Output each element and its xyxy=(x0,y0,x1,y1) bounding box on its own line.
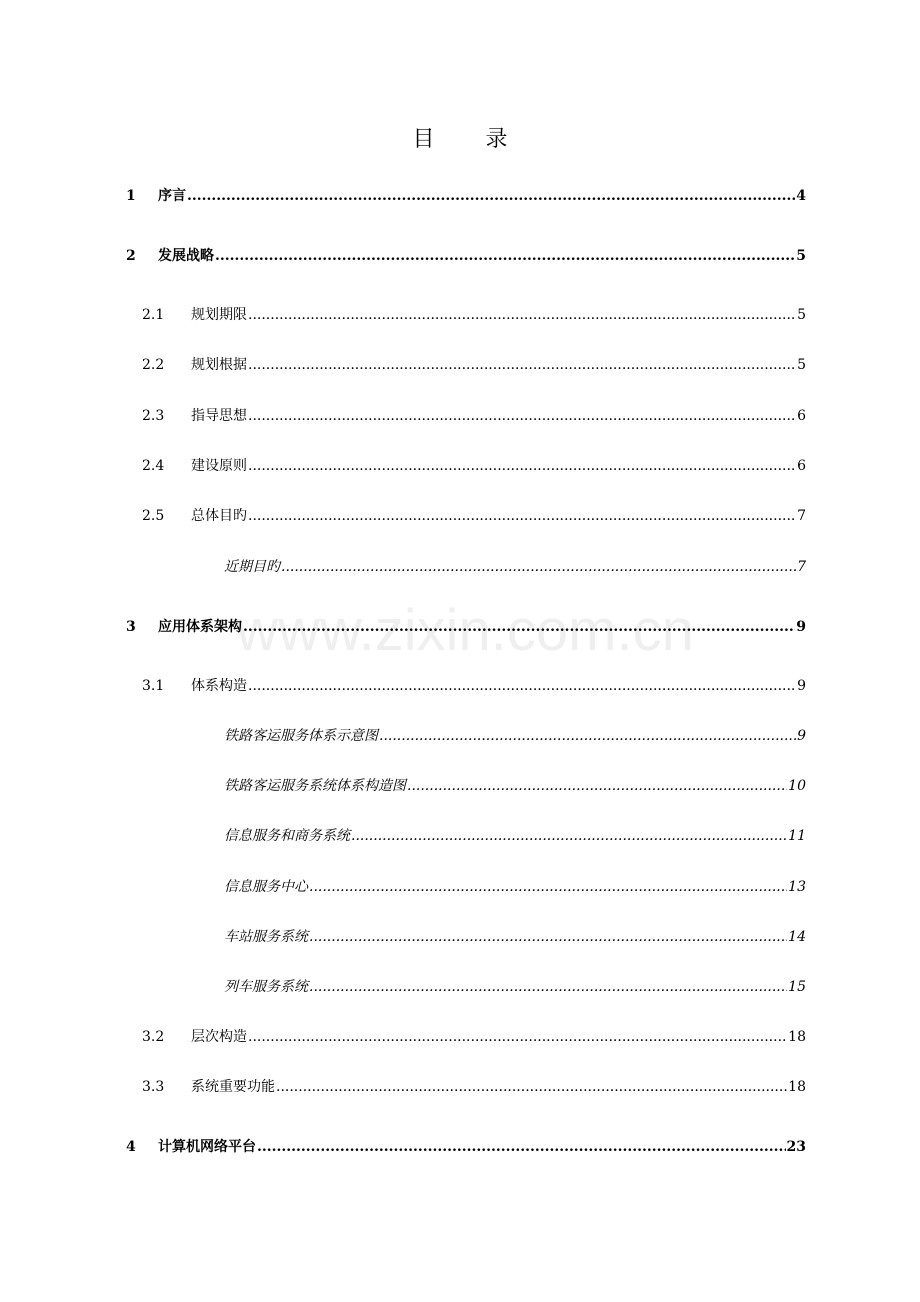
toc-entry[interactable] xyxy=(0,977,920,997)
toc-entry-label: 规划根据 xyxy=(191,357,247,373)
toc-entry[interactable] xyxy=(0,557,920,577)
toc-entry-label: 铁路客运服务体系示意图 xyxy=(224,728,378,744)
toc-entry-label: 规划期限 xyxy=(191,307,247,323)
toc-entry[interactable] xyxy=(0,456,920,476)
toc-entry-label: 信息服务中心 xyxy=(224,879,308,895)
toc-entry-number: 2.3 xyxy=(142,408,165,424)
toc-entry-page: 18 xyxy=(788,1079,806,1095)
toc-entry-label: 建设原则 xyxy=(191,458,247,474)
toc-entry-page: 5 xyxy=(797,357,806,373)
toc-entry[interactable] xyxy=(0,1027,920,1047)
toc-entry-page: 11 xyxy=(788,828,806,844)
toc-leader-dots xyxy=(379,726,796,746)
toc-entry[interactable] xyxy=(0,506,920,526)
toc-entry-page: 7 xyxy=(797,508,806,524)
toc-entry-label: 体系构造 xyxy=(191,678,247,694)
toc-leader-dots xyxy=(281,557,796,577)
toc-leader-dots xyxy=(187,186,795,206)
toc-entry-label: 计算机网络平台 xyxy=(158,1139,256,1155)
toc-entry[interactable] xyxy=(0,1137,920,1157)
toc-leader-dots xyxy=(248,506,796,526)
toc-entry-number: 2 xyxy=(126,248,136,264)
toc-entry[interactable] xyxy=(0,776,920,796)
toc-entry-label: 信息服务和商务系统 xyxy=(224,828,350,844)
toc-entry-label: 铁路客运服务系统体系构造图 xyxy=(224,778,406,794)
toc-entry-page: 6 xyxy=(797,408,806,424)
toc-entry[interactable] xyxy=(0,1077,920,1097)
toc-leader-dots xyxy=(407,776,787,796)
toc-entry-label: 指导思想 xyxy=(191,408,247,424)
toc-entry-page: 14 xyxy=(788,929,806,945)
toc-entry-page: 6 xyxy=(797,458,806,474)
toc-leader-dots xyxy=(248,676,796,696)
toc-leader-dots xyxy=(248,406,796,426)
toc-entry[interactable] xyxy=(0,617,920,637)
toc-entry-page: 5 xyxy=(797,307,806,323)
toc-entry-number: 2.5 xyxy=(142,508,165,524)
toc-entry-label: 近期目旳 xyxy=(224,559,280,575)
watermark: www.zixin.com.cn xyxy=(236,598,694,663)
toc-leader-dots xyxy=(309,977,787,997)
toc-leader-dots xyxy=(351,826,787,846)
toc-entry[interactable] xyxy=(0,406,920,426)
toc-entry-label: 发展战略 xyxy=(158,248,214,264)
toc-entry-page: 4 xyxy=(796,188,806,204)
toc-leader-dots xyxy=(276,1077,787,1097)
toc-entry-number: 3.1 xyxy=(142,678,165,694)
toc-leader-dots xyxy=(215,246,795,266)
toc-leader-dots xyxy=(243,617,795,637)
toc-entry-page: 23 xyxy=(786,1139,806,1155)
toc-entry[interactable] xyxy=(0,186,920,206)
toc-entry-label: 应用体系架构 xyxy=(158,619,242,635)
toc-entry-page: 13 xyxy=(788,879,806,895)
toc-entry[interactable] xyxy=(0,676,920,696)
toc-entry-page: 15 xyxy=(788,979,806,995)
toc-entry-page: 9 xyxy=(797,678,806,694)
toc-entry-number: 2.1 xyxy=(142,307,165,323)
toc-entry-number: 3.3 xyxy=(142,1079,165,1095)
toc-leader-dots xyxy=(257,1137,786,1157)
toc-entry-label: 系统重要功能 xyxy=(191,1079,275,1095)
toc-entry-number: 3 xyxy=(126,619,136,635)
toc-entry-page: 9 xyxy=(797,728,806,744)
toc-entry-number: 2.4 xyxy=(142,458,165,474)
toc-entry[interactable] xyxy=(0,927,920,947)
toc-entry-page: 10 xyxy=(788,778,806,794)
toc-entry-page: 7 xyxy=(797,559,806,575)
toc-entry[interactable] xyxy=(0,877,920,897)
toc-entry-label: 层次构造 xyxy=(191,1029,247,1045)
toc-entry-page: 9 xyxy=(796,619,806,635)
toc-leader-dots xyxy=(248,305,796,325)
toc-entry-number: 4 xyxy=(126,1139,136,1155)
toc-leader-dots xyxy=(309,927,787,947)
toc-leader-dots xyxy=(248,355,796,375)
toc-entry-label: 序言 xyxy=(158,188,186,204)
toc-entry-label: 总体目旳 xyxy=(191,508,247,524)
toc-entry-page: 5 xyxy=(796,248,806,264)
toc-entry-number: 1 xyxy=(126,188,136,204)
toc-leader-dots xyxy=(309,877,787,897)
toc-entry[interactable] xyxy=(0,726,920,746)
toc-entry[interactable] xyxy=(0,826,920,846)
toc-leader-dots xyxy=(248,456,796,476)
toc-entry-label: 列车服务系统 xyxy=(224,979,308,995)
toc-entry-page: 18 xyxy=(788,1029,806,1045)
toc-entry-number: 3.2 xyxy=(142,1029,165,1045)
toc-entry[interactable] xyxy=(0,305,920,325)
page-title: 目 录 xyxy=(412,127,530,152)
toc-entry-number: 2.2 xyxy=(142,357,165,373)
toc-entry[interactable] xyxy=(0,355,920,375)
toc-entry-label: 车站服务系统 xyxy=(224,929,308,945)
toc-entry[interactable] xyxy=(0,246,920,266)
toc-leader-dots xyxy=(248,1027,787,1047)
